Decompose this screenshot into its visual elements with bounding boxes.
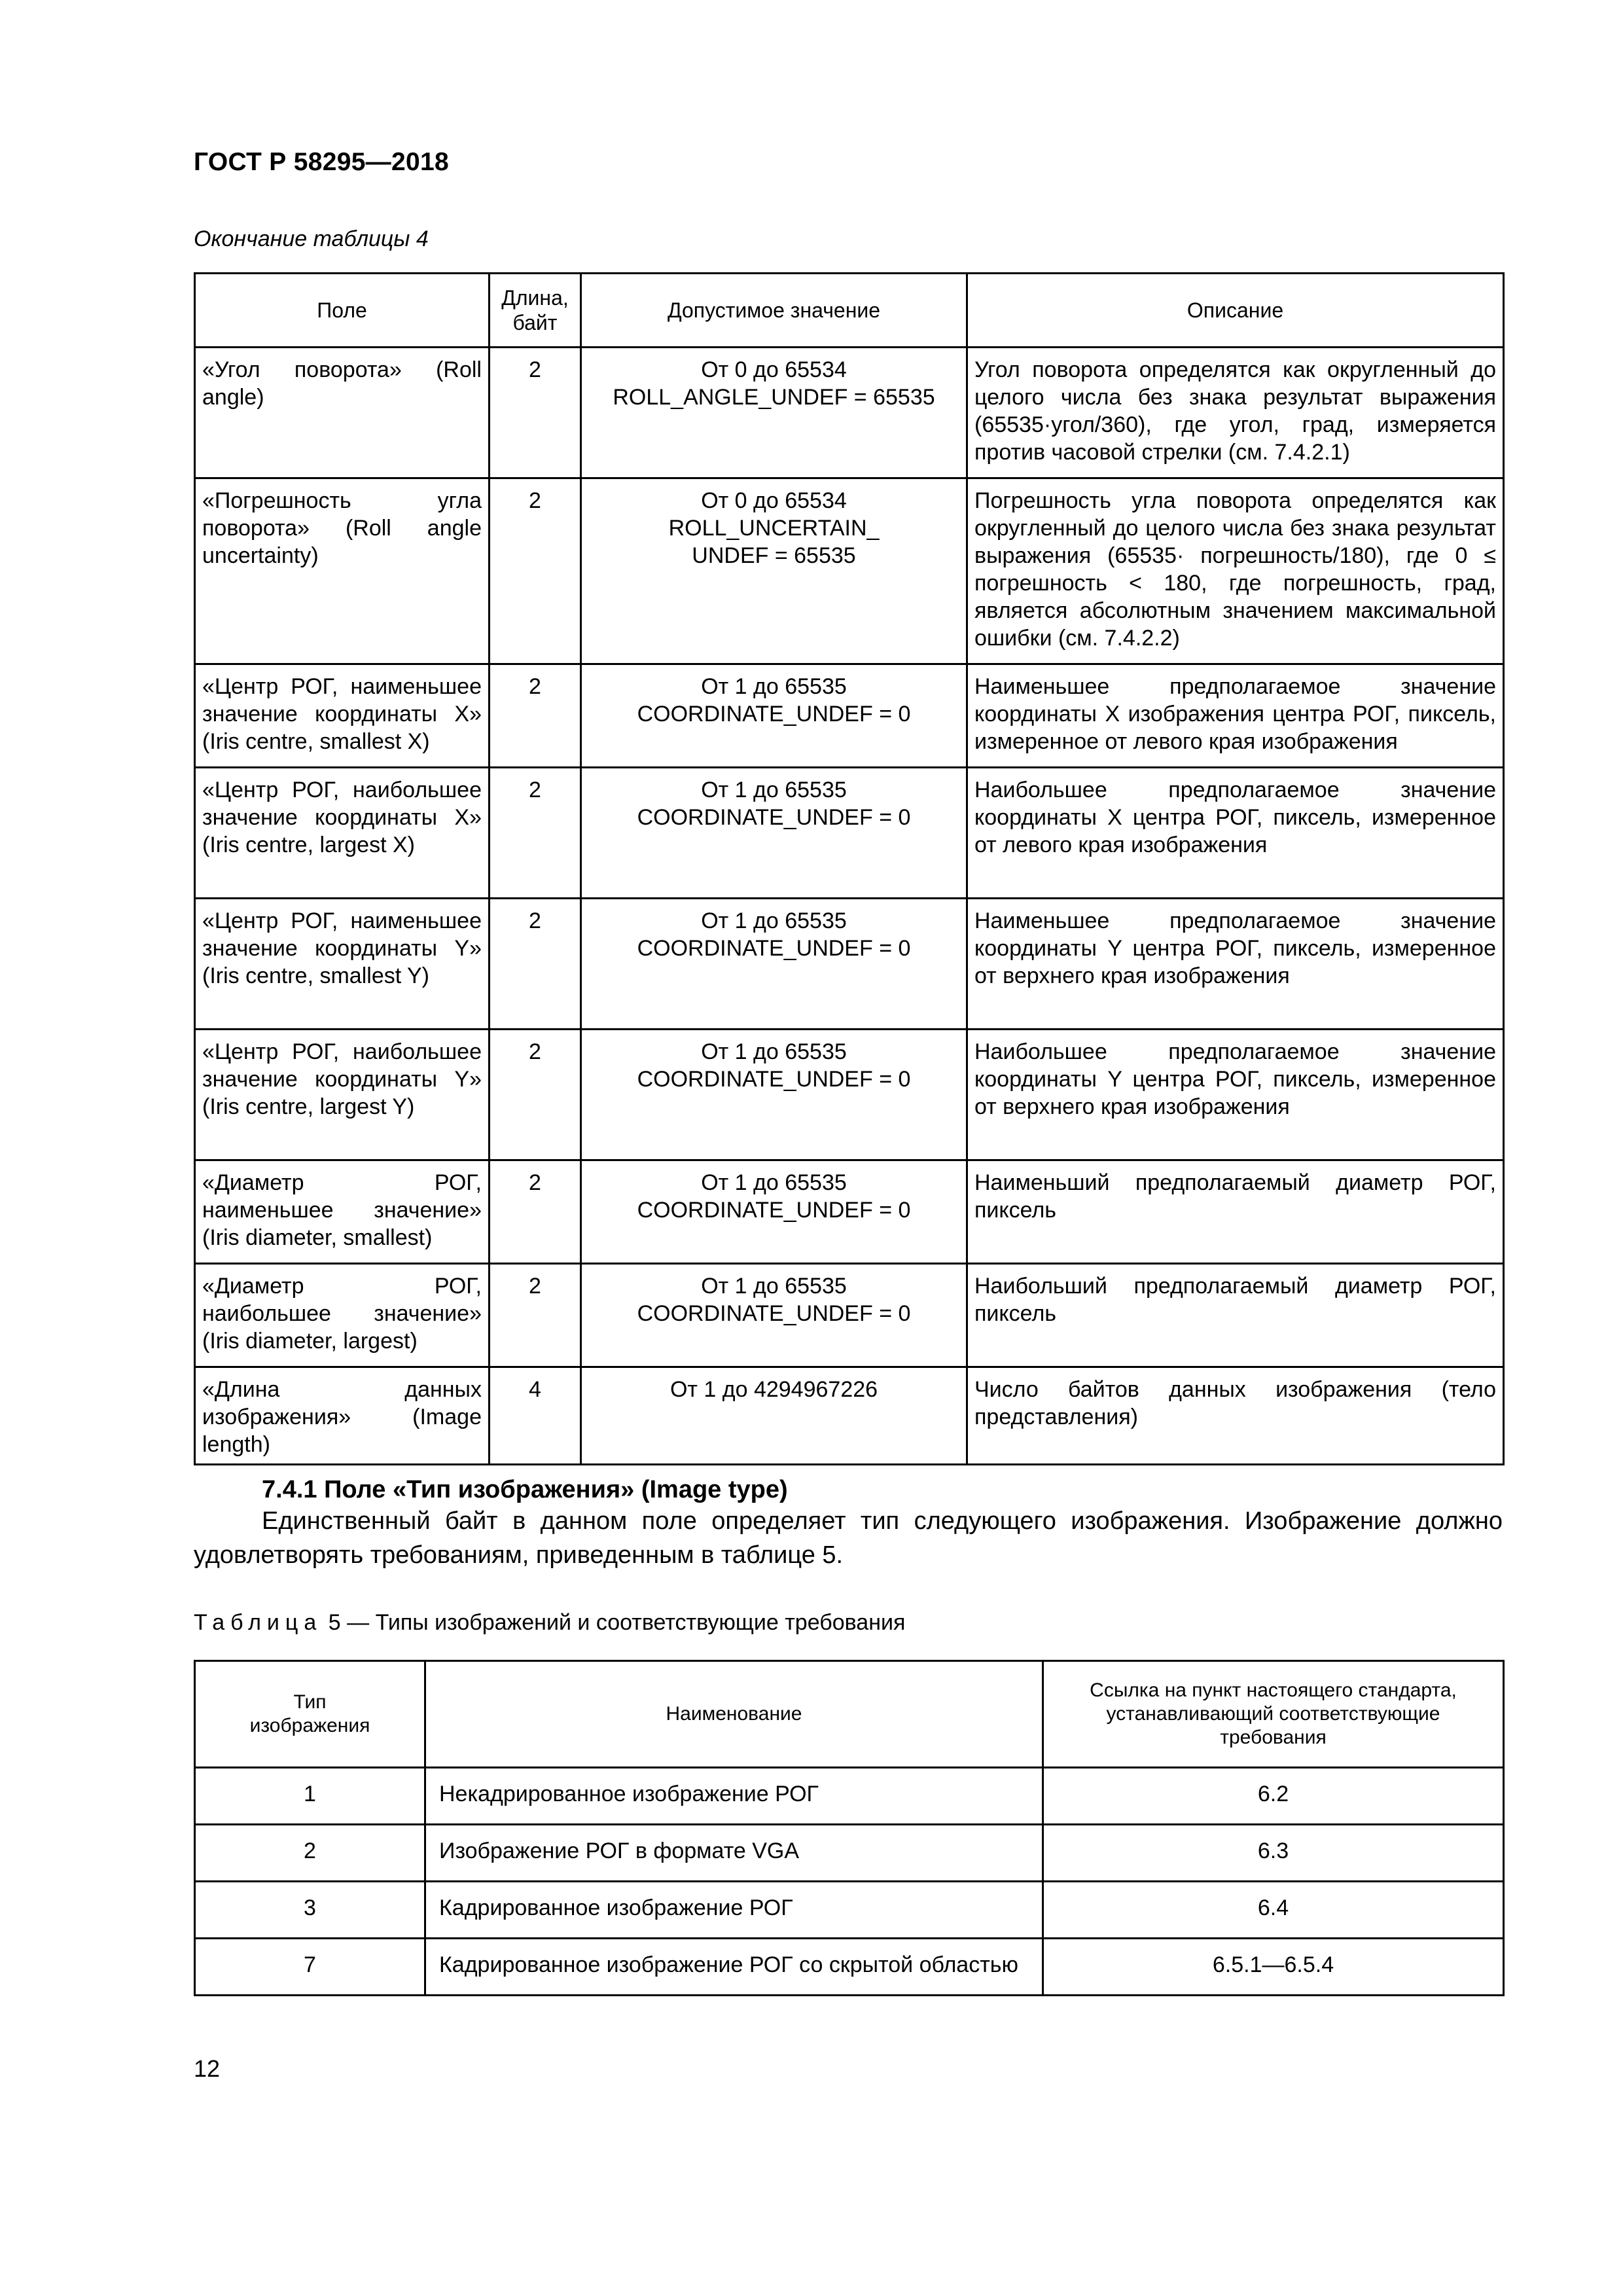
value-line: От 1 до 65535	[701, 674, 847, 699]
value-line: От 1 до 65535	[701, 1039, 847, 1064]
field-name: «Длина данных изображения» (Image length)	[195, 1367, 490, 1465]
table5-header-row	[195, 1661, 1504, 1768]
image-type: 1	[195, 1768, 425, 1825]
field-value	[581, 768, 967, 899]
field-length: 2	[490, 1030, 581, 1160]
field-name: «Диаметр РОГ, наибольшее значение» (Iris diameter, largest)	[195, 1264, 490, 1367]
table4-header-description: Описание	[967, 274, 1504, 348]
value-line: COORDINATE_UNDEF = 0	[637, 1301, 911, 1326]
value-line: От 0 до 65534	[701, 357, 847, 382]
value-line: COORDINATE_UNDEF = 0	[637, 936, 911, 961]
document-header: ГОСТ Р 58295—2018	[194, 148, 449, 176]
field-description: Число байтов данных изображения (тело представления)	[967, 1367, 1504, 1465]
field-length: 2	[490, 1264, 581, 1367]
value-line: ROLL_ANGLE_UNDEF = 65535	[613, 385, 935, 410]
table-row	[195, 768, 1504, 899]
field-value	[581, 1030, 967, 1160]
section-heading: 7.4.1 Поле «Тип изображения» (Image type)	[262, 1476, 788, 1503]
field-value	[581, 478, 967, 664]
table4-header-field: Поле	[195, 274, 490, 348]
field-length: 2	[490, 664, 581, 768]
table-row	[195, 1264, 1504, 1367]
field-name: «Диаметр РОГ, наименьшее значение» (Iris diameter, smallest)	[195, 1160, 490, 1264]
field-description: Наибольший предполагаемый диаметр РОГ, пиксель	[967, 1264, 1504, 1367]
standard-reference: 6.4	[1043, 1882, 1504, 1939]
image-type-name: Кадрированное изображение РОГ со скрытой областью	[425, 1939, 1043, 1996]
value-line: От 1 до 65535	[701, 1274, 847, 1299]
table4-header-value: Допустимое значение	[581, 274, 967, 348]
value-line: От 0 до 65534	[701, 488, 847, 513]
field-description: Наибольшее предполагаемое значение координаты X центра РОГ, пиксель, измеренное от левого края изображения	[967, 768, 1504, 899]
image-type-name: Некадрированное изображение РОГ	[425, 1768, 1043, 1825]
value-line: UNDEF = 65535	[692, 543, 856, 568]
standard-reference: 6.5.1—6.5.4	[1043, 1939, 1504, 1996]
table-row	[195, 348, 1504, 478]
standard-reference: 6.3	[1043, 1825, 1504, 1882]
field-name: «Погрешность угла поворота» (Roll angle uncertainty)	[195, 478, 490, 664]
field-length: 2	[490, 478, 581, 664]
field-value	[581, 664, 967, 768]
field-value	[581, 899, 967, 1030]
table-row	[195, 1030, 1504, 1160]
image-type: 3	[195, 1882, 425, 1939]
field-name: «Центр РОГ, наибольшее значение координаты Y» (Iris centre, largest Y)	[195, 1030, 490, 1160]
table-row	[195, 1882, 1504, 1939]
value-line: COORDINATE_UNDEF = 0	[637, 1067, 911, 1092]
field-length: 2	[490, 768, 581, 899]
field-description: Наименьшее предполагаемое значение координаты Y центра РОГ, пиксель, измеренное от верхнего края изображения	[967, 899, 1504, 1030]
value-line: COORDINATE_UNDEF = 0	[637, 702, 911, 726]
field-description: Наибольшее предполагаемое значение координаты Y центра РОГ, пиксель, измеренное от верхнего края изображения	[967, 1030, 1504, 1160]
field-name: «Угол поворота» (Roll angle)	[195, 348, 490, 478]
value-line: ROLL_UNCERTAIN_	[668, 516, 880, 541]
table-row	[195, 1160, 1504, 1264]
table5-header-type: Тип изображения	[195, 1661, 425, 1768]
field-value	[581, 1160, 967, 1264]
field-value	[581, 1367, 967, 1465]
image-type: 7	[195, 1939, 425, 1996]
value-line: От 1 до 65535	[701, 908, 847, 933]
field-value	[581, 348, 967, 478]
field-length: 4	[490, 1367, 581, 1465]
field-length: 2	[490, 899, 581, 1030]
image-type-name: Изображение РОГ в формате VGA	[425, 1825, 1043, 1882]
field-description: Угол поворота определятся как округленный до целого числа без знака результат выражения (65535·угол/360), где угол, град, измеряется против часовой стрелки (см. 7.4.2.1)	[967, 348, 1504, 478]
table-row	[195, 1825, 1504, 1882]
standard-reference: 6.2	[1043, 1768, 1504, 1825]
table4-header-length: Длина, байт	[490, 274, 581, 348]
table4-header-row	[195, 274, 1504, 348]
field-name: «Центр РОГ, наименьшее значение координаты X» (Iris centre, smallest X)	[195, 664, 490, 768]
field-length: 2	[490, 1160, 581, 1264]
value-line: От 1 до 4294967226	[669, 1377, 878, 1402]
table-5	[194, 1660, 1505, 1996]
table-row	[195, 899, 1504, 1030]
field-description: Наименьший предполагаемый диаметр РОГ, пиксель	[967, 1160, 1504, 1264]
table5-header-ref: Ссылка на пункт настоящего стандарта, устанавливающий соответствующие требования	[1043, 1661, 1504, 1768]
field-length: 2	[490, 348, 581, 478]
field-name: «Центр РОГ, наибольшее значение координаты X» (Iris centre, largest X)	[195, 768, 490, 899]
image-type-name: Кадрированное изображение РОГ	[425, 1882, 1043, 1939]
table4-caption: Окончание таблицы 4	[194, 226, 429, 251]
table5-caption-text: 5 — Типы изображений и соответствующие требования	[328, 1610, 906, 1635]
table5-caption	[194, 1610, 905, 1636]
table-row	[195, 1939, 1504, 1996]
value-line: COORDINATE_UNDEF = 0	[637, 1198, 911, 1223]
table-row	[195, 1768, 1504, 1825]
page-number: 12	[194, 2055, 221, 2082]
value-line: От 1 до 65535	[701, 1170, 847, 1195]
table-row	[195, 664, 1504, 768]
table-row	[195, 1367, 1504, 1465]
value-line: COORDINATE_UNDEF = 0	[637, 805, 911, 830]
image-type: 2	[195, 1825, 425, 1882]
field-description: Наименьшее предполагаемое значение координаты X изображения центра РОГ, пиксель, измеренное от левого края изображения	[967, 664, 1504, 768]
section-paragraph: Единственный байт в данном поле определяет тип следующего изображения. Изображение должно удовлетворять требованиям, приведенным в таблице 5.	[194, 1507, 1503, 1569]
value-line: От 1 до 65535	[701, 778, 847, 802]
table-4	[194, 272, 1505, 1465]
table5-header-name: Наименование	[425, 1661, 1043, 1768]
table-row	[195, 478, 1504, 664]
field-name: «Центр РОГ, наименьшее значение координаты Y» (Iris centre, smallest Y)	[195, 899, 490, 1030]
field-value	[581, 1264, 967, 1367]
table5-caption-label: Таблица	[194, 1610, 323, 1635]
field-description: Погрешность угла поворота определятся как округленный до целого числа без знака результат выражения (65535· погрешность/180), где 0 ≤ погрешность < 180, где погрешность, град, является абсолютным значением максимальной ошибки (см. 7.4.2.2)	[967, 478, 1504, 664]
